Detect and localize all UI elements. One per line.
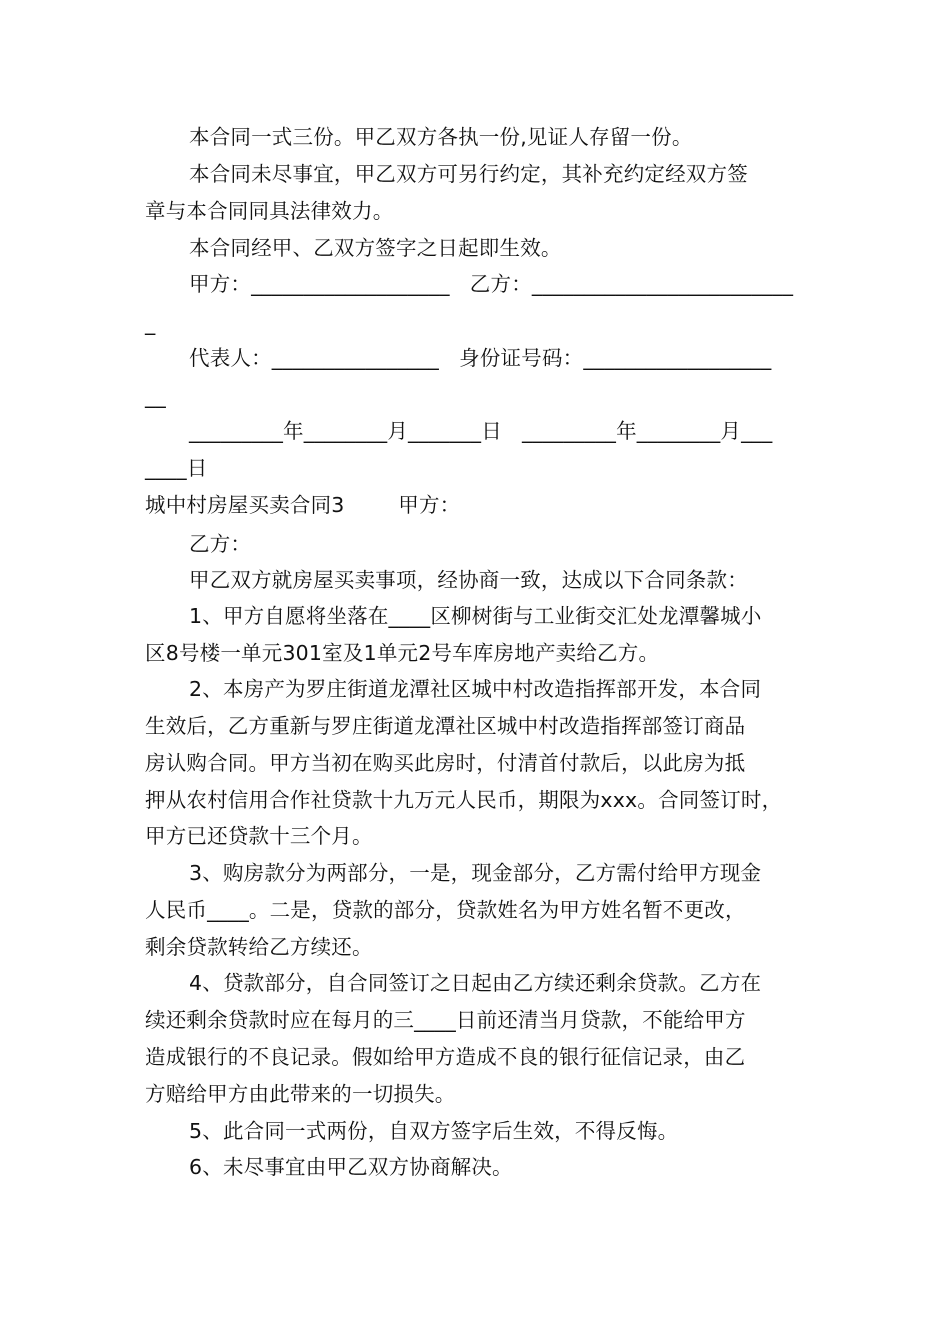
text-line: ____日: [145, 456, 208, 480]
signature-line-representative: 代表人：________________ 身份证号码：__________________: [189, 346, 772, 370]
clause-2: 2、本房产为罗庄街道龙潭社区城中村改造指挥部开发，本合同: [189, 677, 762, 701]
text-line: 本合同经甲、乙双方签字之日起即生效。: [189, 236, 562, 260]
clause-5: 5、此合同一式两份，自双方签字后生效，不得反悔。: [189, 1119, 679, 1143]
text-line: 甲乙双方就房屋买卖事项，经协商一致，达成以下合同条款：: [189, 568, 748, 592]
text-line: __: [145, 384, 166, 408]
text-line: 章与本合同同具法律效力。: [145, 199, 394, 223]
text-line: 区8号楼一单元301室及1单元2号车库房地产卖给乙方。: [145, 641, 660, 665]
text-line: 本合同未尽事宜，甲乙双方可另行约定，其补充约定经双方签: [189, 162, 748, 186]
text-line: 方赔给甲方由此带来的一切损失。: [145, 1082, 456, 1106]
date-line: _________年________月_______日 _________年________月___: [189, 419, 773, 443]
signature-line-party-a-b: 甲方：___________________ 乙方：_________________________: [189, 272, 794, 296]
text-line: 剩余贷款转给乙方续还。: [145, 935, 373, 959]
clause-1: 1、甲方自愿将坐落在____区柳树街与工业街交汇处龙潭馨城小: [189, 604, 762, 628]
contract-title: 城中村房屋买卖合同3 甲方：: [145, 493, 461, 517]
text-line: 本合同一式三份。甲乙双方各执一份,见证人存留一份。: [189, 125, 693, 149]
text-line: 造成银行的不良记录。假如给甲方造成不良的银行征信记录，由乙: [145, 1045, 746, 1069]
text-line: 房认购合同。甲方当初在购买此房时，付清首付款后，以此房为抵: [145, 751, 746, 775]
text-line: 押从农村信用合作社贷款十九万元人民币，期限为xxx。合同签订时，: [145, 788, 783, 812]
clause-4: 4、贷款部分，自合同签订之日起由乙方续还剩余贷款。乙方在: [189, 971, 762, 995]
text-line: 续还剩余贷款时应在每月的三____日前还清当月贷款，不能给甲方: [145, 1008, 746, 1032]
clause-6: 6、未尽事宜由甲乙双方协商解决。: [189, 1155, 513, 1179]
text-line: 甲方已还贷款十三个月。: [145, 824, 373, 848]
text-line: 生效后，乙方重新与罗庄街道龙潭社区城中村改造指挥部签订商品: [145, 714, 746, 738]
clause-3: 3、购房款分为两部分，一是，现金部分，乙方需付给甲方现金: [189, 861, 762, 885]
text-line: 人民币____。二是，贷款的部分，贷款姓名为甲方姓名暂不更改，: [145, 898, 746, 922]
text-line: 乙方：: [189, 532, 252, 556]
text-line: _: [145, 311, 156, 335]
